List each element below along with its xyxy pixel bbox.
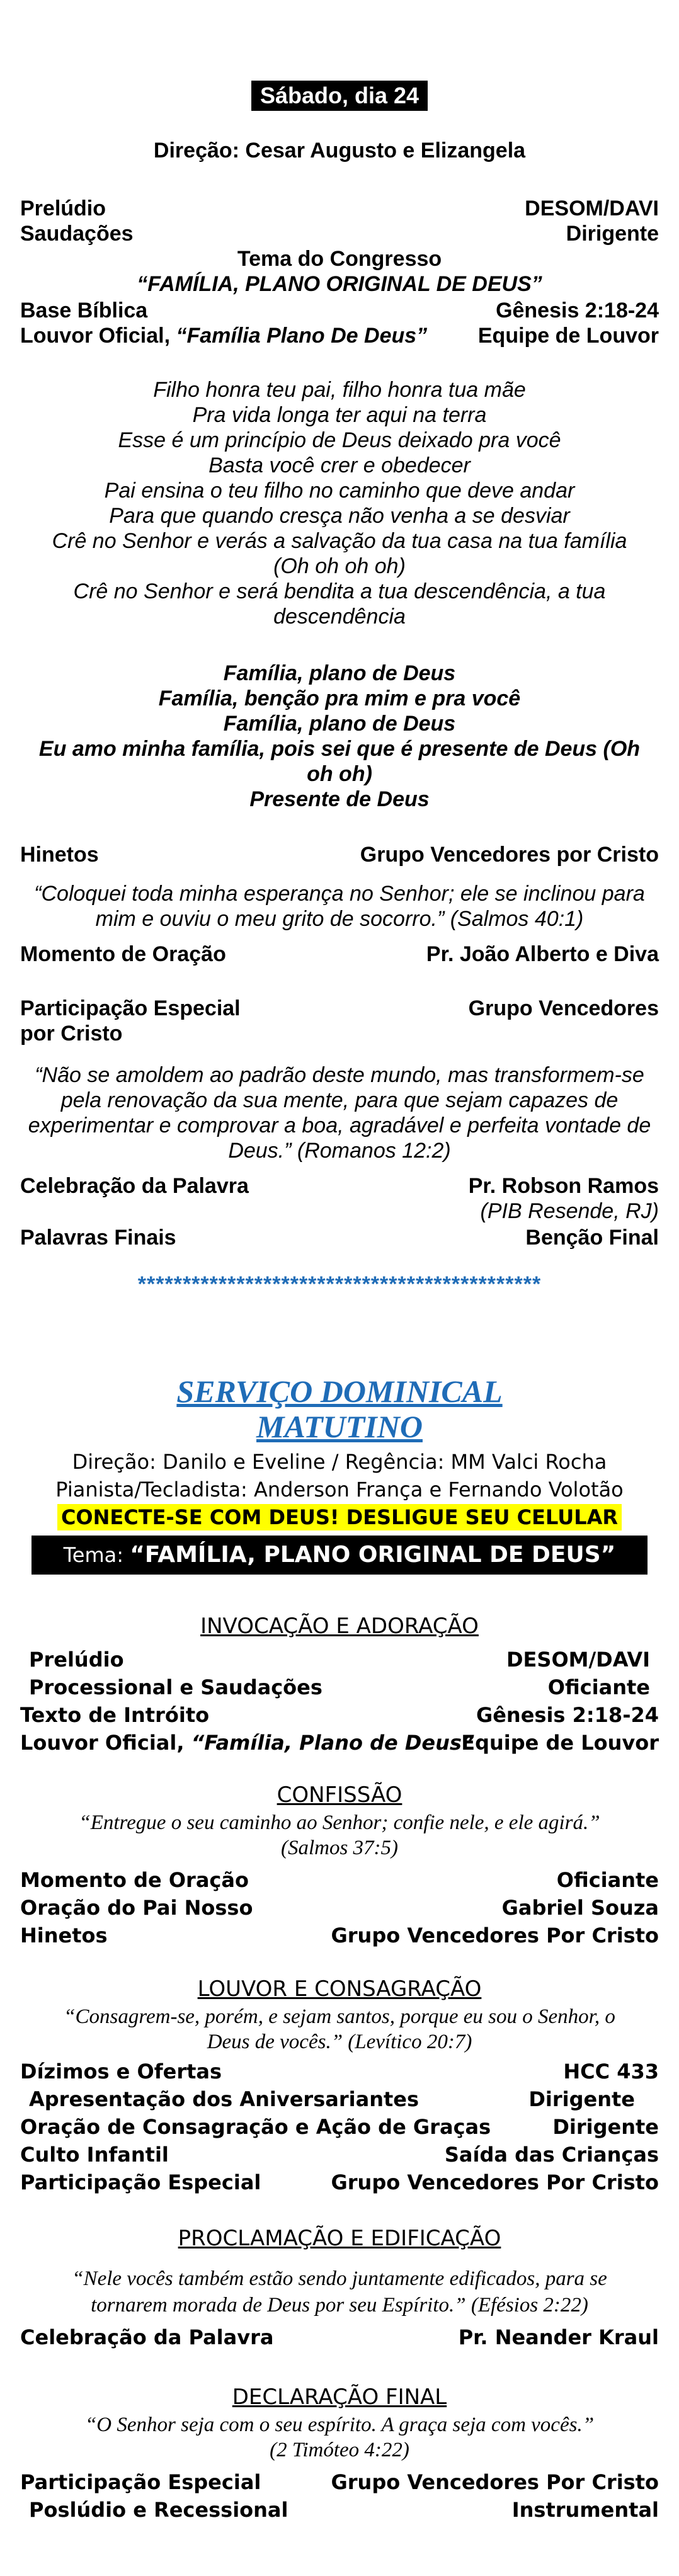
row-label: Texto de Intróito bbox=[20, 1703, 210, 1727]
row-label: Culto Infantil bbox=[20, 2143, 169, 2167]
louvor-label bbox=[20, 1730, 475, 1756]
chorus-line: oh oh) bbox=[307, 762, 372, 786]
saturday-title-wrap bbox=[0, 81, 679, 111]
row-value: Oficiante bbox=[547, 1675, 650, 1699]
quote-line: “Coloquei toda minha esperança no Senhor; ele se inclinou para bbox=[34, 882, 645, 906]
base-label: Base Bíblica bbox=[20, 299, 148, 322]
section-heading: DECLARAÇÃO FINAL bbox=[232, 2385, 447, 2410]
participacao-label-cont: por Cristo bbox=[20, 1022, 123, 1046]
base-value: Gênesis 2:18-24 bbox=[496, 299, 659, 322]
section-heading: LOUVOR E CONSAGRAÇÃO bbox=[197, 1976, 482, 2002]
row-label: Momento de Oração bbox=[20, 1868, 249, 1892]
sunday-direcao: Direção: Danilo e Eveline / Regência: MM Valci Rocha bbox=[72, 1450, 607, 1474]
sunday-pianista: Pianista/Tecladista: Anderson França e Fernando Volotão bbox=[55, 1478, 624, 1502]
quote-line: “Nele vocês também estão sendo juntamente edificados, para se bbox=[72, 2267, 607, 2290]
row-value: Grupo Vencedores Por Cristo bbox=[331, 1923, 659, 1947]
chorus-line: Eu amo minha família, pois sei que é presente de Deus (Oh bbox=[38, 737, 641, 761]
lyric-line: Esse é um princípio de Deus deixado pra você bbox=[118, 428, 561, 452]
oracao-value: Pr. João Alberto e Diva bbox=[426, 942, 659, 966]
lyric-line: Para que quando cresça não venha a se desviar bbox=[109, 504, 570, 528]
row-value: Dirigente bbox=[528, 2087, 635, 2111]
lyric-line: Filho honra teu pai, filho honra tua mãe bbox=[153, 378, 526, 402]
lyric-line: Basta você crer e obedecer bbox=[208, 453, 471, 477]
row-label: Hinetos bbox=[20, 1923, 108, 1947]
tema-band-label: Tema: bbox=[63, 1543, 130, 1567]
chorus-line: Família, plano de Deus bbox=[223, 661, 456, 685]
row-value: DESOM/DAVI bbox=[525, 197, 659, 220]
row-label: Prelúdio bbox=[20, 197, 106, 220]
row-label: Oração do Pai Nosso bbox=[20, 1896, 253, 1920]
row-value: Gabriel Souza bbox=[501, 1896, 659, 1920]
palavras-finais-value: Benção Final bbox=[525, 1226, 659, 1250]
section-heading: INVOCAÇÃO E ADORAÇÃO bbox=[200, 1614, 479, 1639]
row-value: Oficiante bbox=[556, 1868, 659, 1892]
row-value: Grupo Vencedores Por Cristo bbox=[331, 2470, 659, 2494]
quote-line: Deus.” (Romanos 12:2) bbox=[228, 1139, 451, 1163]
row-label: Processional e Saudações bbox=[29, 1675, 322, 1699]
row-label: Participação Especial bbox=[20, 2170, 261, 2194]
louvor-value: Equipe de Louvor bbox=[477, 324, 659, 348]
row-value: Saída das Crianças bbox=[444, 2143, 659, 2167]
hinetos-label: Hinetos bbox=[20, 843, 99, 867]
chorus-line: Família, plano de Deus bbox=[223, 712, 456, 736]
section-heading: PROCLAMAÇÃO E EDIFICAÇÃO bbox=[178, 2226, 501, 2251]
conecte-banner: CONECTE-SE COM DEUS! DESLIGUE SEU CELULAR bbox=[57, 1504, 622, 1530]
louvor-song: “Família, Plano de Deus” bbox=[191, 1731, 475, 1755]
oracao-label: Momento de Oração bbox=[20, 942, 226, 966]
conecte-wrap bbox=[0, 1504, 679, 1530]
chorus-line: Presente de Deus bbox=[249, 787, 430, 811]
row-label: Prelúdio bbox=[29, 1648, 124, 1672]
lyric-line: Crê no Senhor e verás a salvação da tua casa na tua família bbox=[52, 529, 627, 553]
row-value: Gênesis 2:18-24 bbox=[476, 1703, 659, 1727]
lyric-line: descendência bbox=[273, 605, 406, 629]
quote-line: mim e ouviu o meu grito de socorro.” (Salmos 40:1) bbox=[95, 907, 584, 931]
lyric-line: (Oh oh oh oh) bbox=[273, 554, 406, 578]
chorus-line: Família, benção pra mim e pra você bbox=[158, 687, 521, 710]
row-label: Dízimos e Ofertas bbox=[20, 2060, 222, 2083]
row-label: Oração de Consagração e Ação de Graças bbox=[20, 2115, 491, 2139]
tema-band-title: “FAMÍLIA, PLANO ORIGINAL DE DEUS” bbox=[130, 1542, 616, 1568]
quote-line: (2 Timóteo 4:22) bbox=[270, 2439, 409, 2461]
row-label: Saudações bbox=[20, 222, 134, 246]
quote-line: “O Senhor seja com o seu espírito. A graça seja com vocês.” bbox=[84, 2414, 595, 2436]
row-label: Poslúdio e Recessional bbox=[29, 2498, 288, 2522]
louvor-label bbox=[20, 322, 427, 349]
row-value: Grupo Vencedores Por Cristo bbox=[331, 2170, 659, 2194]
lyric-line: Pai ensina o teu filho no caminho que deve andar bbox=[104, 479, 575, 503]
quote-line: “Não se amoldem ao padrão deste mundo, mas transformem-se bbox=[35, 1063, 644, 1087]
celebracao-value: Pr. Robson Ramos bbox=[468, 1174, 659, 1198]
row-value: Dirigente bbox=[566, 222, 659, 246]
participacao-value: Grupo Vencedores bbox=[468, 996, 659, 1020]
participacao-label: Participação Especial bbox=[20, 996, 241, 1020]
row-value: HCC 433 bbox=[563, 2060, 659, 2083]
louvor-song: “Família Plano De Deus” bbox=[176, 324, 428, 348]
stars-divider: ********************************************* bbox=[137, 1272, 542, 1296]
service-title-2: MATUTINO bbox=[256, 1409, 423, 1444]
quote-line: pela renovação da sua mente, para que sejam capazes de bbox=[60, 1088, 619, 1112]
tema: “FAMÍLIA, PLANO ORIGINAL DE DEUS” bbox=[137, 272, 542, 296]
quote-line: tornarem morada de Deus por seu Espírito.” (Efésios 2:22) bbox=[91, 2294, 588, 2317]
quote-line: (Salmos 37:5) bbox=[280, 1837, 399, 1859]
row-label: Celebração da Palavra bbox=[20, 2325, 274, 2349]
celebracao-label: Celebração da Palavra bbox=[20, 1174, 249, 1198]
lyric-line: Crê no Senhor e será bendita a tua descendência, a tua bbox=[73, 579, 606, 603]
louvor-label-text: Louvor Oficial, bbox=[20, 1731, 191, 1755]
service-title: SERVIÇO DOMINICAL bbox=[176, 1374, 503, 1409]
lyric-line: Pra vida longa ter aqui na terra bbox=[192, 403, 487, 427]
palavras-finais-label: Palavras Finais bbox=[20, 1226, 176, 1250]
row-label: Participação Especial bbox=[20, 2470, 261, 2494]
louvor-label-text: Louvor Oficial, bbox=[20, 324, 176, 348]
row-label: Apresentação dos Aniversariantes bbox=[29, 2087, 419, 2111]
section-heading: CONFISSÃO bbox=[277, 1782, 402, 1808]
quote-line: experimentar e comprovar a boa, agradável e perfeita vontade de bbox=[28, 1114, 651, 1137]
quote-line: “Entregue o seu caminho ao Senhor; confie nele, e ele agirá.” bbox=[79, 1811, 600, 1834]
hinetos-value: Grupo Vencedores por Cristo bbox=[360, 843, 659, 867]
row-value: Pr. Neander Kraul bbox=[458, 2325, 659, 2349]
row-value: Dirigente bbox=[552, 2115, 659, 2139]
quote-line: “Consagrem-se, porém, e sejam santos, porque eu sou o Senhor, o bbox=[64, 2005, 615, 2028]
saturday-direcao: Direção: Cesar Augusto e Elizangela bbox=[153, 139, 526, 162]
louvor-value: Equipe de Louvor bbox=[461, 1731, 659, 1755]
tema-band bbox=[31, 1536, 648, 1575]
celebracao-value-sub: (PIB Resende, RJ) bbox=[480, 1199, 659, 1223]
row-value: DESOM/DAVI bbox=[506, 1648, 650, 1672]
tema-label: Tema do Congresso bbox=[237, 247, 442, 271]
saturday-title: Sábado, dia 24 bbox=[251, 81, 428, 111]
quote-line: Deus de vocês.” (Levítico 20:7) bbox=[207, 2031, 472, 2053]
row-value: Instrumental bbox=[511, 2498, 659, 2522]
